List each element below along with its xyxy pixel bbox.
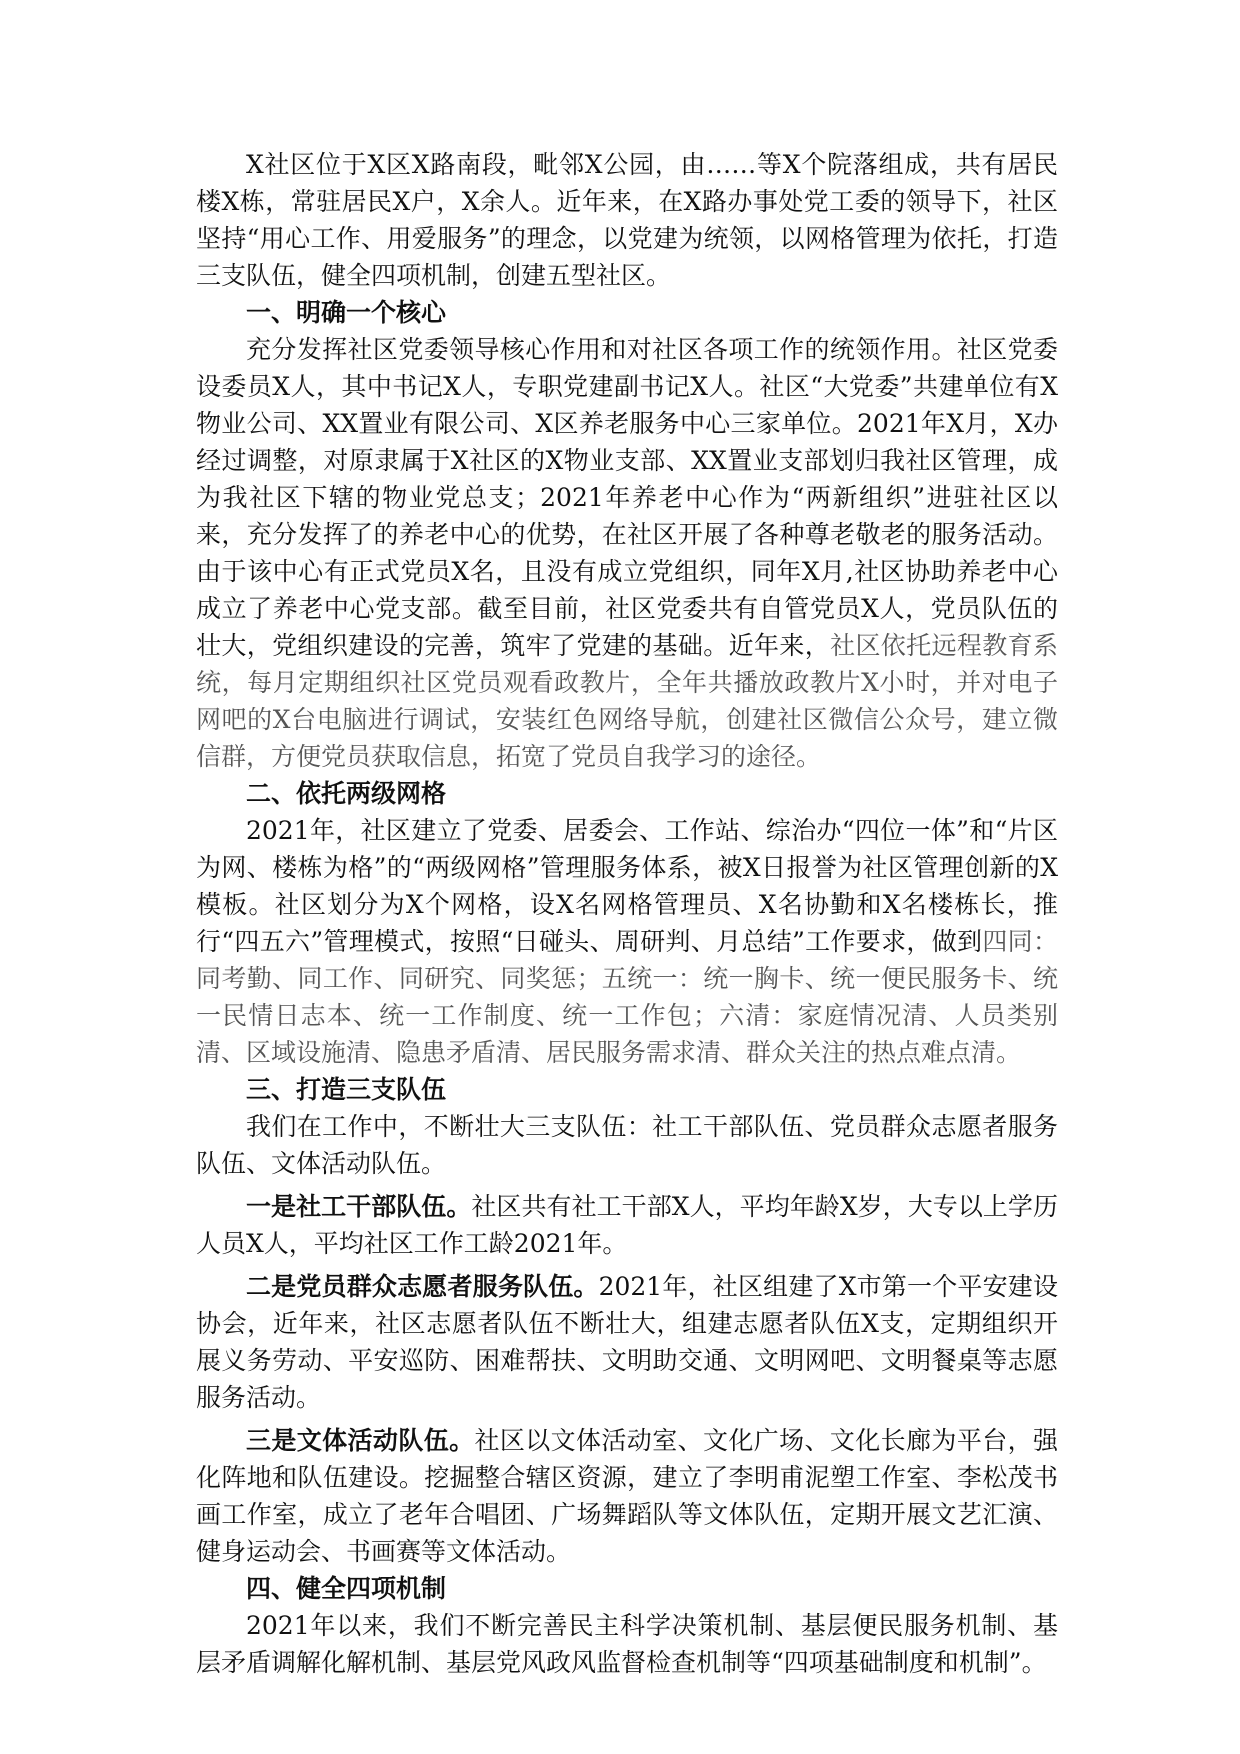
item-3-text: 社区以文体活动室、文化广场、文化长廊为平台，强化阵地和队伍建设。挖掘整合辖区资源，建立了李明甫泥塑工作室、李松茂书画工作室，成立了老年合唱团、广场舞蹈队等文体队伍，定期开展文艺汇演、健身运动会、书画赛等文体活动。 [196,1426,1058,1566]
section-heading-1: 一、明确一个核心 [246,298,447,327]
section-1-text-a: 充分发挥社区党委领导核心作用和对社区各项工作的统领作用。社区党委设委员X人，其中书记X人，专职党建副书记X人。社区“大党委”共建单位有X物业公司、XX置业有限公司、X区养老服务中心三家单位。2021年X月，X办经过调整，对原隶属于X社区的X物业支部、XX置业支部划归我社区管理，成为我社区下辖的物业党总支；2021年养老中心作为“两新组织”进驻社区以来，充分发挥了的养老中心的优势，在社区开展了各种尊老敬老的服务活动。由于该中心有正式党员X名，且没有成立党组织，同年X月,社区协助养老中心成立了养老中心党支部。截至目前，社区党委共有自管党员X人，党员队伍的壮大，党组织建设的完善，筑牢了党建的基础。近年来， [196,335,1058,660]
section-3-item-2 [196,1268,1058,1416]
intro-paragraph: X社区位于X区X路南段，毗邻X公园，由……等X个院落组成，共有居民楼X栋，常驻居民X户，X余人。近年来，在X路办事处党工委的领导下，社区坚持“用心工作、用爱服务”的理念，以党建为统领，以网格管理为依托，打造三支队伍，健全四项机制，创建五型社区。 [196,150,1058,290]
section-2-text-a: 2021年，社区建立了党委、居委会、工作站、综治办“四位一体”和“片区为网、楼栋为格”的“两级网格”管理服务体系，被X日报誉为社区管理创新的X模板。社区划分为X个网格，设X名网格管理员、X名协勤和X名楼栋长，推行“四五六”管理模式，按照“日碰头、周研判、月总结”工作要求，做到 [196,816,1058,956]
section-3-item-1 [196,1188,1058,1262]
item-2-text: 2021年，社区组建了X市第一个平安建设协会，近年来，社区志愿者队伍不断壮大，组建志愿者队伍X支，定期组织开展义务劳动、平安巡防、困难帮扶、文明助交通、文明网吧、文明餐桌等志愿服务活动。 [196,1272,1058,1412]
section-2-text-b: 四同：同考勤、同工作、同研究、同奖惩；五统一：统一胸卡、统一便民服务卡、统一民情日志本、统一工作制度、统一工作包；六清：家庭情况清、人员类别清、区域设施清、隐患矛盾清、居民服务需求清、群众关注的热点难点清。 [196,927,1058,1067]
item-1-lead: 一是社工干部队伍。 [246,1192,472,1221]
section-2-paragraph [196,812,1058,1071]
item-3-lead: 三是文体活动队伍。 [246,1426,475,1455]
item-2-lead: 二是党员群众志愿者服务队伍。 [246,1272,599,1301]
section-1-paragraph [196,331,1058,775]
section-3-intro: 我们在工作中，不断壮大三支队伍：社工干部队伍、党员群众志愿者服务队伍、文体活动队伍。 [196,1112,1058,1178]
section-3-item-3 [196,1422,1058,1570]
section-heading-4: 四、健全四项机制 [246,1574,447,1603]
item-1-text: 社区共有社工干部X人，平均年龄X岁，大专以上学历人员X人，平均社区工作工龄2021年。 [196,1192,1058,1258]
section-4-paragraph: 2021年以来，我们不断完善民主科学决策机制、基层便民服务机制、基层矛盾调解化解机制、基层党风政风监督检查机制等“四项基础制度和机制”。 [196,1611,1058,1677]
document-page [196,146,1058,1681]
section-heading-2: 二、依托两级网格 [246,779,447,808]
section-heading-3: 三、打造三支队伍 [246,1075,447,1104]
section-1-text-b: 社区依托远程教育系统，每月定期组织社区党员观看政教片，全年共播放政教片X小时，并对电子网吧的X台电脑进行调试，安装红色网络导航，创建社区微信公众号，建立微信群，方便党员获取信息，拓宽了党员自我学习的途径。 [196,631,1058,771]
